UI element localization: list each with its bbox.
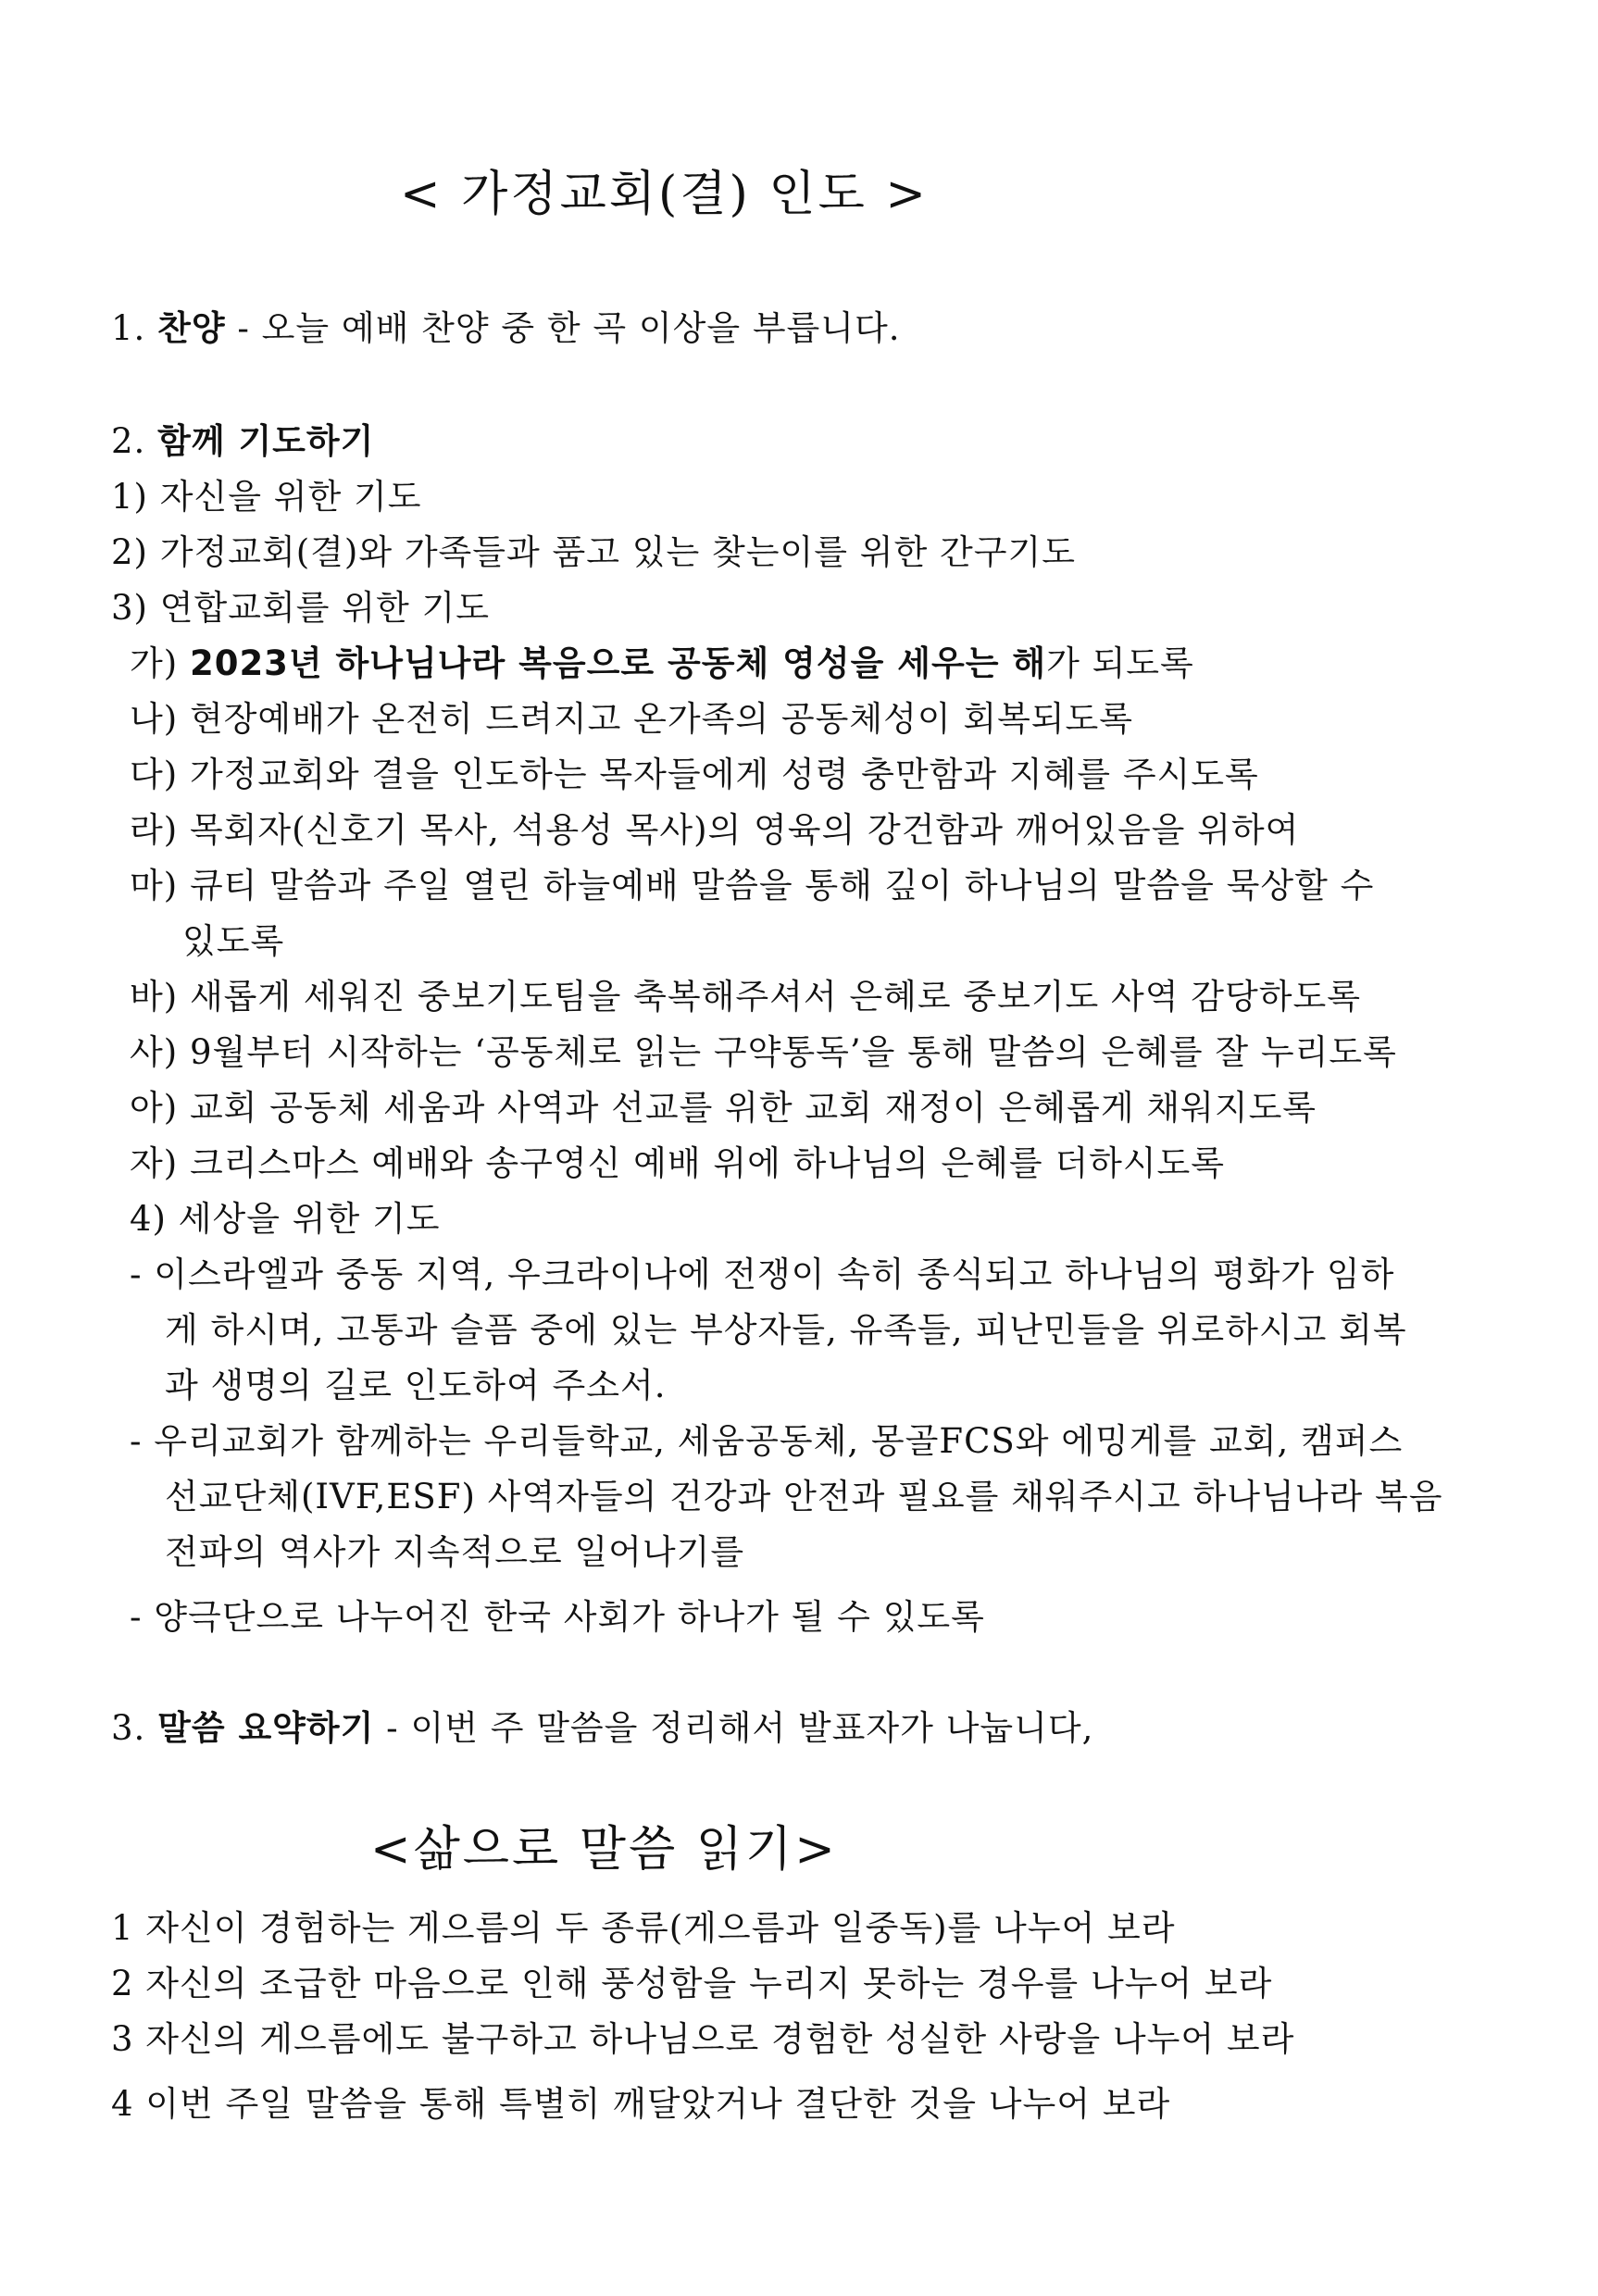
world-prayer-2: - 우리교회가 함께하는 우리들학교, 세움공동체, 몽골FCS와 에밍게를 교회, 캠퍼스: [130, 1421, 1404, 1461]
world-prayer-2-cont: 전파의 역사가 지속적으로 일어나기를: [165, 1532, 745, 1572]
question-1: 1 자신이 경험하는 게으름의 두 종류(게으름과 일중독)를 나누어 보라: [111, 1908, 1176, 1948]
section-number: 1.: [111, 308, 158, 348]
section-prayer: [111, 418, 374, 465]
world-prayer-1-cont: 게 하시며, 고통과 슬픔 중에 있는 부상자들, 유족들, 피난민들을 위로하시고 회복: [165, 1310, 1407, 1350]
prayer-sub-ja: 자) 크리스마스 예배와 송구영신 예배 위에 하나님의 은혜를 더하시도록: [130, 1143, 1226, 1183]
prayer-sub-sa: 사) 9월부터 시작하는 ‘공동체로 읽는 구약통독’을 통해 말씀의 은혜를 잘 누리도록: [130, 1032, 1397, 1072]
section-text: - 오늘 예배 찬양 중 한 곡 이상을 부릅니다.: [225, 308, 901, 348]
prayer-item-4: 4) 세상을 위한 기도: [130, 1199, 441, 1239]
prayer-sub-ma-cont: 있도록: [182, 921, 285, 961]
prayer-sub-ga: [130, 641, 1194, 687]
question-2: 2 자신의 조급한 마음으로 인해 풍성함을 누리지 못하는 경우를 나누어 보라: [111, 1964, 1273, 2003]
world-prayer-1: - 이스라엘과 중동 지역, 우크라이나에 전쟁이 속히 종식되고 하나님의 평화가 임하: [130, 1254, 1395, 1294]
section-heading: 함께 기도하기: [157, 421, 375, 461]
section-text: - 이번 주 말씀을 정리해서 발표자가 나눕니다,: [374, 1708, 1094, 1748]
prayer-sub-ra: 라) 목회자(신호기 목사, 석용성 목사)의 영육의 강건함과 깨어있음을 위하여: [130, 810, 1300, 850]
prayer-item-2: 2) 가정교회(결)와 가족들과 품고 있는 찾는이를 위한 간구기도: [111, 532, 1076, 572]
section-number: 2.: [111, 421, 158, 461]
question-4: 4 이번 주일 말씀을 통해 특별히 깨달았거나 결단한 것을 나누어 보라: [111, 2084, 1171, 2124]
world-prayer-1-cont: 과 생명의 길로 인도하여 주소서.: [165, 1366, 667, 1405]
section-sermon-summary: [111, 1705, 1093, 1752]
world-prayer-3: - 양극단으로 나누어진 한국 사회가 하나가 될 수 있도록: [130, 1597, 985, 1637]
page-title: < 가정교회(결) 인도 >: [400, 167, 929, 222]
sub-text: 가 되도록: [1046, 643, 1194, 683]
prayer-item-3: 3) 연합교회를 위한 기도: [111, 588, 490, 628]
section-heading: 말씀 요약하기: [157, 1708, 375, 1748]
prayer-sub-na: 나) 현장예배가 온전히 드려지고 온가족의 공동체성이 회복되도록: [130, 699, 1134, 739]
prayer-sub-ma: 마) 큐티 말씀과 주일 열린 하늘예배 말씀을 통해 깊이 하나님의 말씀을 묵상할 수: [130, 866, 1375, 905]
prayer-sub-a: 아) 교회 공동체 세움과 사역과 선교를 위한 교회 재정이 은혜롭게 채워지도록: [130, 1088, 1317, 1128]
prayer-item-1: 1) 자신을 위한 기도: [111, 477, 422, 517]
prayer-sub-ba: 바) 새롭게 세워진 중보기도팀을 축복해주셔서 은혜로 중보기도 사역 감당하도록: [130, 977, 1362, 1017]
sub-prefix: 가): [130, 643, 190, 683]
section-praise: [111, 306, 901, 352]
section-number: 3.: [111, 1708, 158, 1748]
world-prayer-2-cont: 선교단체(IVF,ESF) 사역자들의 건강과 안전과 필요를 채워주시고 하나님나라 복음: [165, 1477, 1443, 1516]
subtitle: <삶으로 말씀 읽기>: [370, 1822, 838, 1878]
sub-bold: 2023년 하나님나라 복음으로 공동체 영성을 세우는 해: [189, 643, 1047, 683]
prayer-sub-da: 다) 가정교회와 결을 인도하는 목자들에게 성령 충만함과 지혜를 주시도록: [130, 755, 1259, 794]
question-3: 3 자신의 게으름에도 불구하고 하나님으로 경험한 성실한 사랑을 나누어 보라: [111, 2019, 1295, 2059]
section-heading: 찬양: [157, 308, 226, 348]
